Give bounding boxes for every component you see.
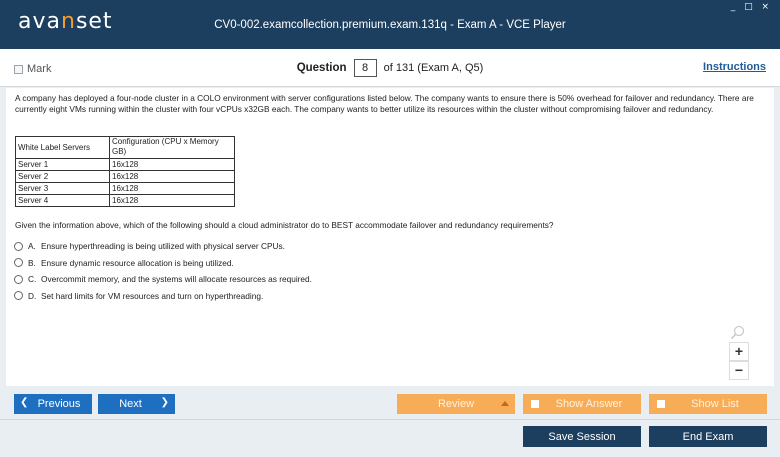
instructions-link[interactable]: Instructions bbox=[703, 61, 766, 73]
table-row bbox=[16, 159, 235, 171]
table-cell: 16x128 bbox=[110, 159, 235, 171]
question-text: A company has deployed a four-node cluster in a COLO environment with server configurations listed below. The company wants to ensure there is 50% overhead for failover and redundancy. There are currently eight VMs running within the cluster with four vCPUs x32GB each. The company wants to better utilize its resources within the cluster without compromising failover and redundancy. bbox=[15, 93, 754, 114]
navigation-bar bbox=[0, 389, 780, 419]
app-logo: avanset bbox=[18, 9, 113, 34]
radio-button[interactable] bbox=[14, 275, 23, 284]
title-bar bbox=[0, 0, 780, 49]
option-letter: D. bbox=[28, 290, 37, 301]
table-header-row bbox=[16, 137, 235, 159]
review-button[interactable] bbox=[397, 394, 515, 414]
question-label: Question bbox=[296, 62, 347, 74]
answer-option-c[interactable] bbox=[14, 271, 312, 288]
session-bar bbox=[0, 419, 780, 457]
show-answer-button[interactable] bbox=[523, 394, 641, 414]
table-cell: 16x128 bbox=[110, 171, 235, 183]
window-title: CV0-002.examcollection.premium.exam.131q - Exam A - VCE Player bbox=[214, 19, 566, 31]
option-text: Set hard limits for VM resources and turn on hyperthreading. bbox=[41, 290, 264, 301]
option-letter: A. bbox=[28, 241, 36, 252]
table-cell: 16x128 bbox=[110, 195, 235, 207]
answer-option-a[interactable] bbox=[14, 238, 312, 255]
table-cell: 16x128 bbox=[110, 183, 235, 195]
table-row bbox=[16, 171, 235, 183]
next-button[interactable] bbox=[98, 394, 175, 414]
window-controls[interactable]: _ □ × bbox=[730, 2, 772, 12]
question-of-text: of 131 (Exam A, Q5) bbox=[383, 62, 484, 74]
zoom-out-button[interactable]: − bbox=[729, 361, 749, 380]
option-text: Overcommit memory, and the systems will allocate resources as required. bbox=[41, 274, 312, 285]
magnifier-icon bbox=[730, 325, 746, 341]
question-navigator bbox=[0, 59, 780, 77]
table-header-cell: White Label Servers bbox=[16, 137, 110, 159]
radio-button[interactable] bbox=[14, 291, 23, 300]
table-header-cell: Configuration (CPU x Memory GB) bbox=[110, 137, 235, 159]
table-cell: Server 2 bbox=[16, 171, 110, 183]
option-text: Ensure hyperthreading is being utilized with physical server CPUs. bbox=[41, 241, 285, 252]
mark-label: Mark bbox=[27, 63, 52, 75]
previous-button[interactable] bbox=[14, 394, 92, 414]
zoom-in-button[interactable]: + bbox=[729, 342, 749, 361]
show-answer-label: Show Answer bbox=[555, 398, 623, 410]
table-row bbox=[16, 183, 235, 195]
answer-option-b[interactable] bbox=[14, 255, 312, 272]
answer-option-d[interactable] bbox=[14, 288, 312, 305]
save-session-button[interactable]: Save Session bbox=[523, 426, 641, 447]
chevron-left-icon: ❮ bbox=[20, 397, 29, 408]
table-cell: Server 3 bbox=[16, 183, 110, 195]
radio-button[interactable] bbox=[14, 242, 23, 251]
table-cell: Server 4 bbox=[16, 195, 110, 207]
option-letter: B. bbox=[28, 257, 36, 268]
end-exam-button[interactable]: End Exam bbox=[649, 426, 767, 447]
question-content bbox=[6, 88, 774, 386]
show-list-button[interactable] bbox=[649, 394, 767, 414]
caret-up-icon bbox=[501, 401, 509, 406]
answer-options bbox=[14, 238, 312, 304]
question-prompt: Given the information above, which of the following should a cloud administrator do to BEST accommodate failover and redundancy requirements? bbox=[15, 220, 554, 230]
option-letter: C. bbox=[28, 274, 37, 285]
show-list-checkbox[interactable] bbox=[657, 400, 665, 408]
chevron-right-icon: ❯ bbox=[160, 397, 169, 408]
table-cell: Server 1 bbox=[16, 159, 110, 171]
review-label: Review bbox=[437, 398, 475, 410]
radio-button[interactable] bbox=[14, 258, 23, 267]
server-config-table bbox=[15, 136, 235, 207]
previous-label: Previous bbox=[37, 398, 81, 410]
question-toolbar bbox=[0, 49, 780, 87]
option-text: Ensure dynamic resource allocation is being utilized. bbox=[41, 257, 234, 268]
next-label: Next bbox=[119, 398, 142, 410]
show-answer-checkbox[interactable] bbox=[531, 400, 539, 408]
show-list-label: Show List bbox=[691, 398, 739, 410]
table-row bbox=[16, 195, 235, 207]
question-number-input[interactable]: 8 bbox=[354, 59, 377, 77]
